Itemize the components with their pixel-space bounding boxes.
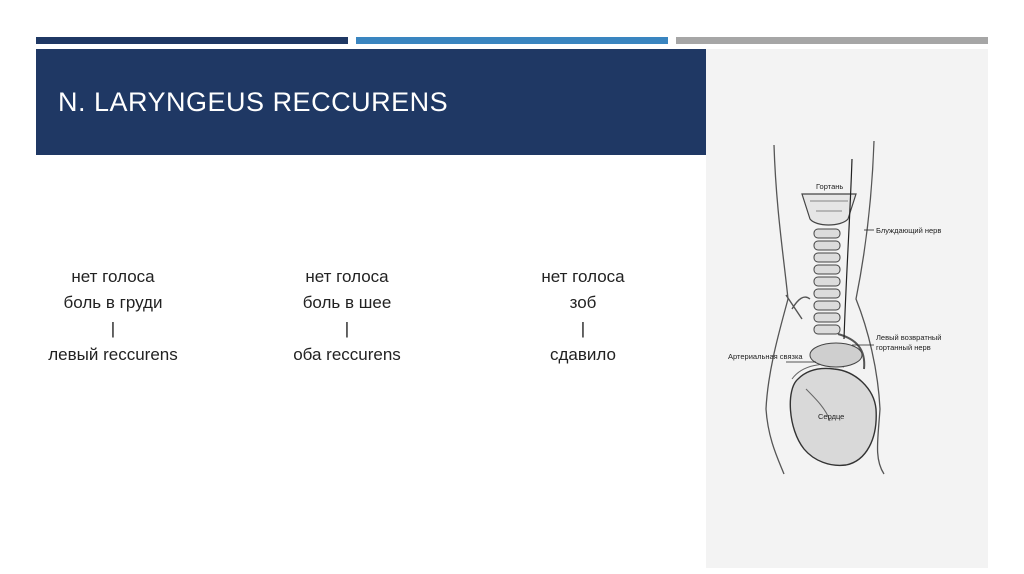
column-line: | [344, 319, 350, 338]
label-heart: Сердце [818, 412, 845, 421]
neck-outline [766, 145, 788, 474]
symptom-column-right [468, 264, 698, 368]
accent-bar-blue [356, 37, 668, 44]
label-larynx: Гортань [816, 182, 844, 191]
column-line: боль в груди [63, 293, 163, 312]
label-vagus-nerve: Блуждающий нерв [876, 226, 942, 235]
label-arterial-ligament: Артериальная связка [728, 352, 803, 361]
anatomy-drawing [706, 49, 988, 568]
column-line: нет голоса [71, 267, 155, 286]
title-band [36, 49, 706, 155]
label-recurrent-nerve: гортанный нерв [876, 343, 931, 352]
column-line: левый reccurens [48, 345, 178, 364]
column-line: нет голоса [541, 267, 625, 286]
larynx-shape [802, 194, 856, 225]
slide-title: N. LARYNGEUS RECCURENS [58, 87, 449, 117]
column-line: оба reccurens [293, 345, 401, 364]
label-recurrent-nerve: Левый возвратный [876, 333, 942, 342]
trachea [814, 229, 840, 334]
column-line: | [580, 319, 586, 338]
anatomy-illustration [706, 49, 988, 568]
vagus-nerve [844, 159, 852, 339]
accent-bar-navy [36, 37, 348, 44]
symptom-column-left [0, 264, 228, 368]
column-line: сдавило [550, 345, 616, 364]
column-line: | [110, 319, 116, 338]
accent-bar-gray [676, 37, 988, 44]
column-line: зоб [569, 293, 597, 312]
column-line: нет голоса [305, 267, 389, 286]
column-line: боль в шее [302, 293, 392, 312]
symptom-column-middle [232, 264, 462, 368]
